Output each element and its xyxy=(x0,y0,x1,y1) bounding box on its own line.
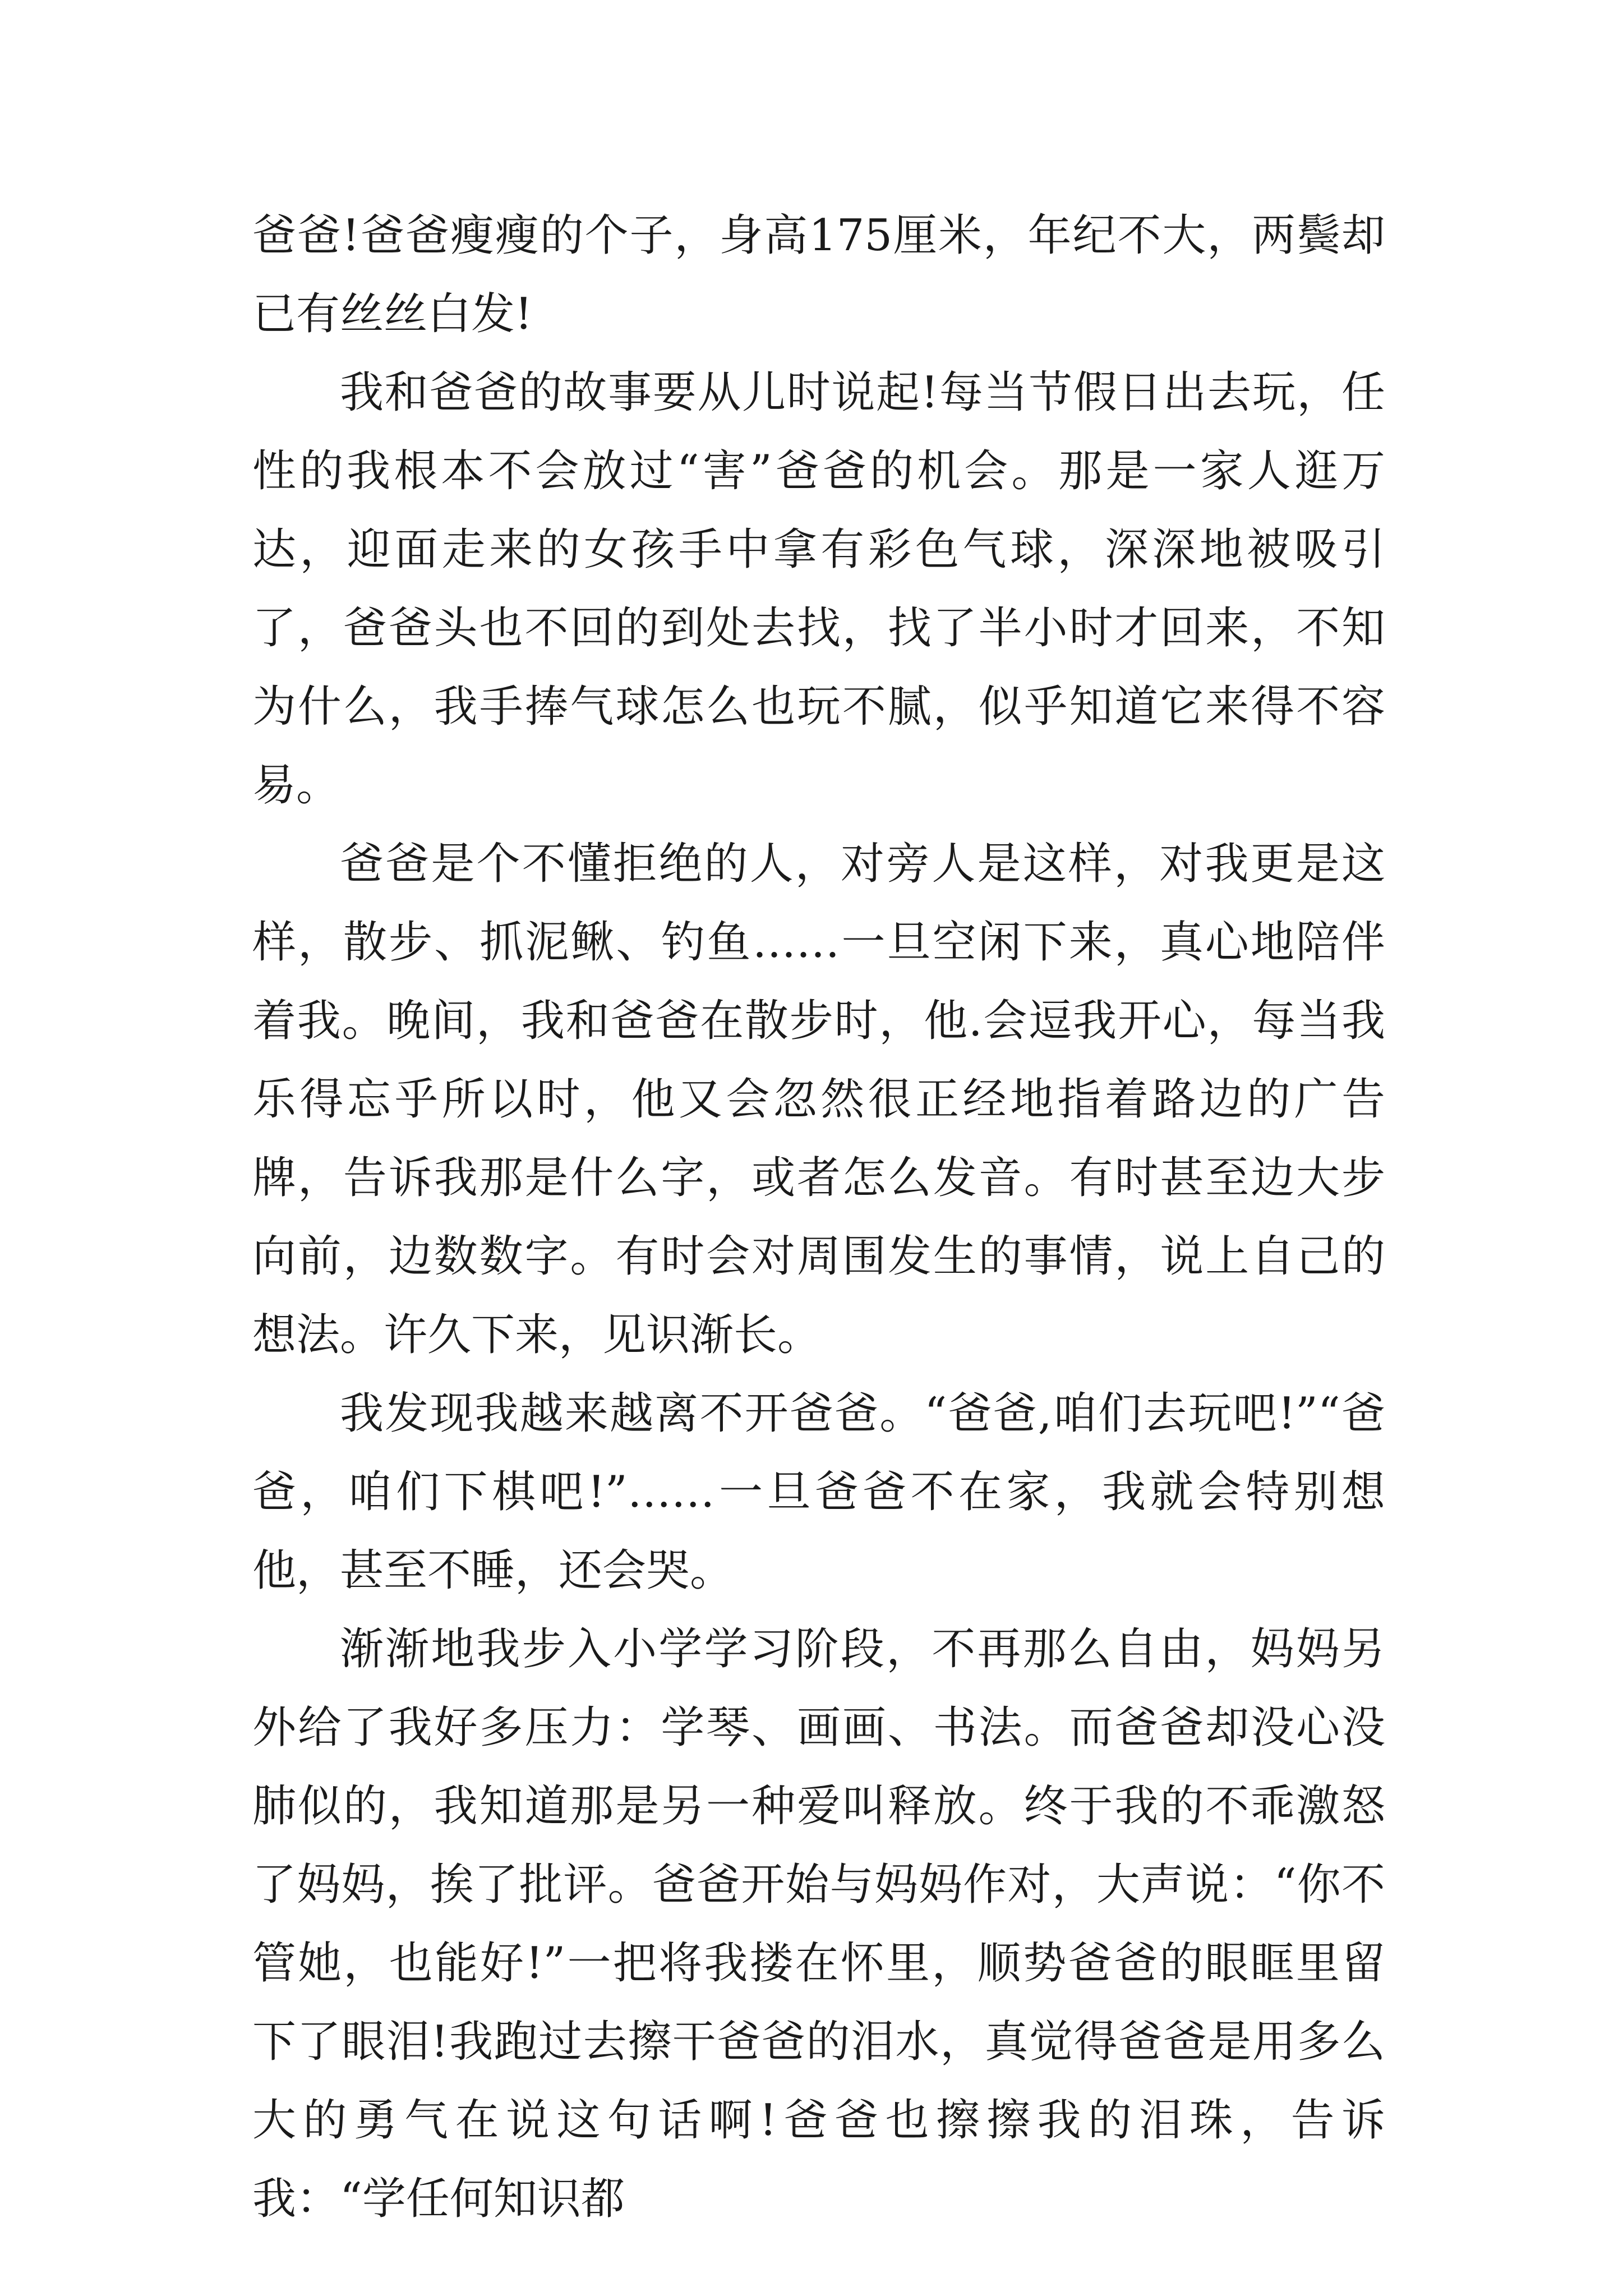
paragraph-4: 我发现我越来越离不开爸爸。“爸爸,咱们去玩吧!”“爸爸，咱们下棋吧!”……一旦爸爸不在家，我就会特别想他，甚至不睡，还会哭。 xyxy=(252,1388,1385,1596)
paragraph-1: 爸爸!爸爸瘦瘦的个子，身高175厘米，年纪不大，两鬓却已有丝丝白发! xyxy=(252,210,1385,339)
paragraph-5: 渐渐地我步入小学学习阶段，不再那么自由，妈妈另外给了我好多压力：学琴、画画、书法。而爸爸却没心没肺似的，我知道那是另一种爱叫释放。终于我的不乖激怒了妈妈，挨了批评。爸爸开始与妈妈作对，大声说：“你不管她，也能好!”一把将我搂在怀里，顺势爸爸的眼眶里留下了眼泪!我跑过去擦干爸爸的泪水，真觉得爸爸是用多么大的勇气在说这句话啊!爸爸也擦擦我的泪珠，告诉我：“学任何知识都 xyxy=(252,1624,1385,2224)
paragraph-2: 我和爸爸的故事要从儿时说起!每当节假日出去玩，任性的我根本不会放过“害”爸爸的机会。那是一家人逛万达，迎面走来的女孩手中拿有彩色气球，深深地被吸引了，爸爸头也不回的到处去找，找了半小时才回来，不知为什么，我手捧气球怎么也玩不腻，似乎知道它来得不容易。 xyxy=(252,367,1385,811)
paragraph-3: 爸爸是个不懂拒绝的人，对旁人是这样，对我更是这样，散步、抓泥鳅、钓鱼……一旦空闲下来，真心地陪伴着我。晚间，我和爸爸在散步时，他.会逗我开心，每当我乐得忘乎所以时，他又会忽然很正经地指着路边的广告牌，告诉我那是什么字，或者怎么发音。有时甚至边大步向前，边数数字。有时会对周围发生的事情，说上自己的想法。许久下来，见识渐长。 xyxy=(252,839,1385,1360)
article-body xyxy=(252,196,1385,2238)
